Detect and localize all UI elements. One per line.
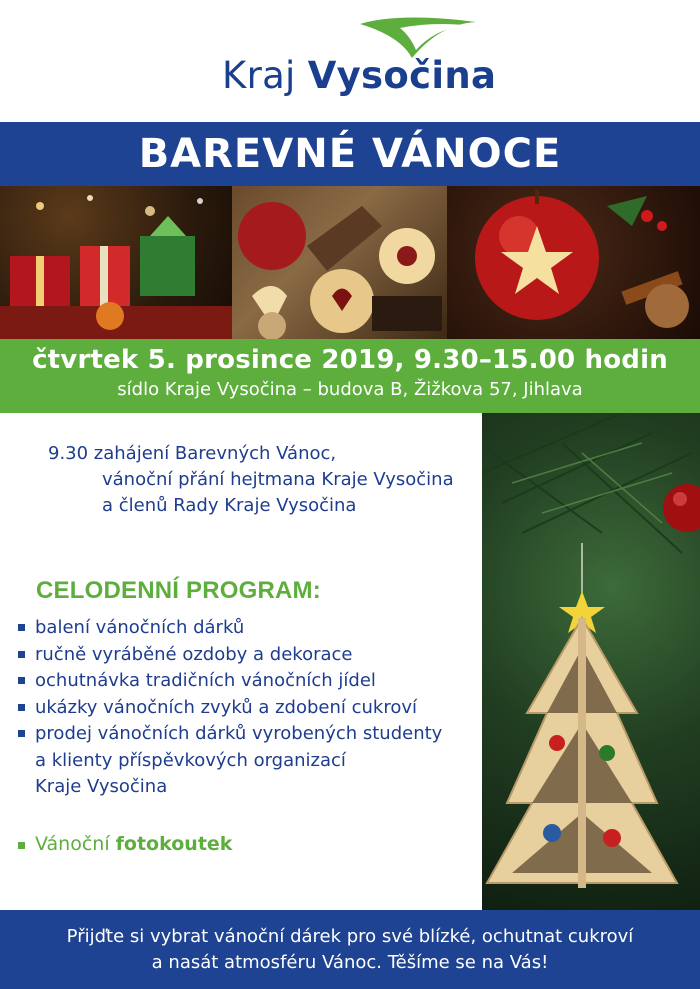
program-section (0, 413, 482, 910)
list-item: prodej vánočních dárků vyrobených studenty a klienty příspěvkových organizací Kraje Vysočina (18, 721, 442, 801)
square-bullet-icon (18, 730, 25, 737)
photo-corner-prefix: Vánoční (35, 833, 110, 855)
list-item: ručně vyráběné ozdoby a dekorace (18, 642, 442, 669)
event-date: čtvrtek 5. prosince 2019, 9.30–15.00 hodin (32, 345, 668, 375)
wooden-tree-ornament-photo (482, 413, 700, 910)
list-item-continuation-1: a klienty příspěvkových organizací (35, 749, 346, 771)
list-item: balení vánočních dárků (18, 615, 442, 642)
square-bullet-icon (18, 842, 25, 849)
square-bullet-icon (18, 704, 25, 711)
opening-line-2: vánoční přání hejtmana Kraje Vysočina (102, 469, 454, 490)
apple-star-photo (447, 186, 700, 339)
cookies-photo (232, 186, 447, 339)
square-bullet-icon (18, 677, 25, 684)
footer-band (0, 910, 700, 989)
program-list (18, 615, 442, 801)
title-band (0, 122, 700, 186)
event-info-band (0, 339, 700, 413)
footer-line-1: Přijďte si vybrat vánoční dárek pro své blízké, ochutnat cukroví (66, 926, 634, 947)
opening-line-3: a členů Rady Kraje Vysočina (102, 495, 357, 516)
opening-text (48, 441, 454, 519)
square-bullet-icon (18, 624, 25, 631)
list-item: ukázky vánočních zvyků a zdobení cukroví (18, 695, 442, 722)
logo-header (0, 0, 700, 122)
logo-wordmark (222, 54, 496, 97)
christmas-gifts-photo (0, 186, 232, 339)
logo-word-kraj: Kraj (222, 54, 296, 97)
list-item-continuation-2: Kraje Vysočina (35, 776, 168, 797)
list-item: ochutnávka tradičních vánočních jídel (18, 668, 442, 695)
opening-line-1: 9.30 zahájení Barevných Vánoc, (48, 443, 337, 464)
event-place: sídlo Kraje Vysočina – budova B, Žižkova 57, Jihlava (117, 379, 583, 400)
program-title: CELODENNÍ PROGRAM: (36, 577, 321, 604)
photo-corner-item (18, 833, 232, 855)
page-title: BAREVNÉ VÁNOCE (138, 131, 562, 177)
photo-corner-bold: fotokoutek (115, 833, 233, 855)
square-bullet-icon (18, 651, 25, 658)
footer-line-2: a nasát atmosféru Vánoc. Těšíme se na Vás! (151, 952, 549, 973)
logo-word-vysocina: Vysočina (307, 54, 497, 97)
photo-strip (0, 186, 700, 339)
